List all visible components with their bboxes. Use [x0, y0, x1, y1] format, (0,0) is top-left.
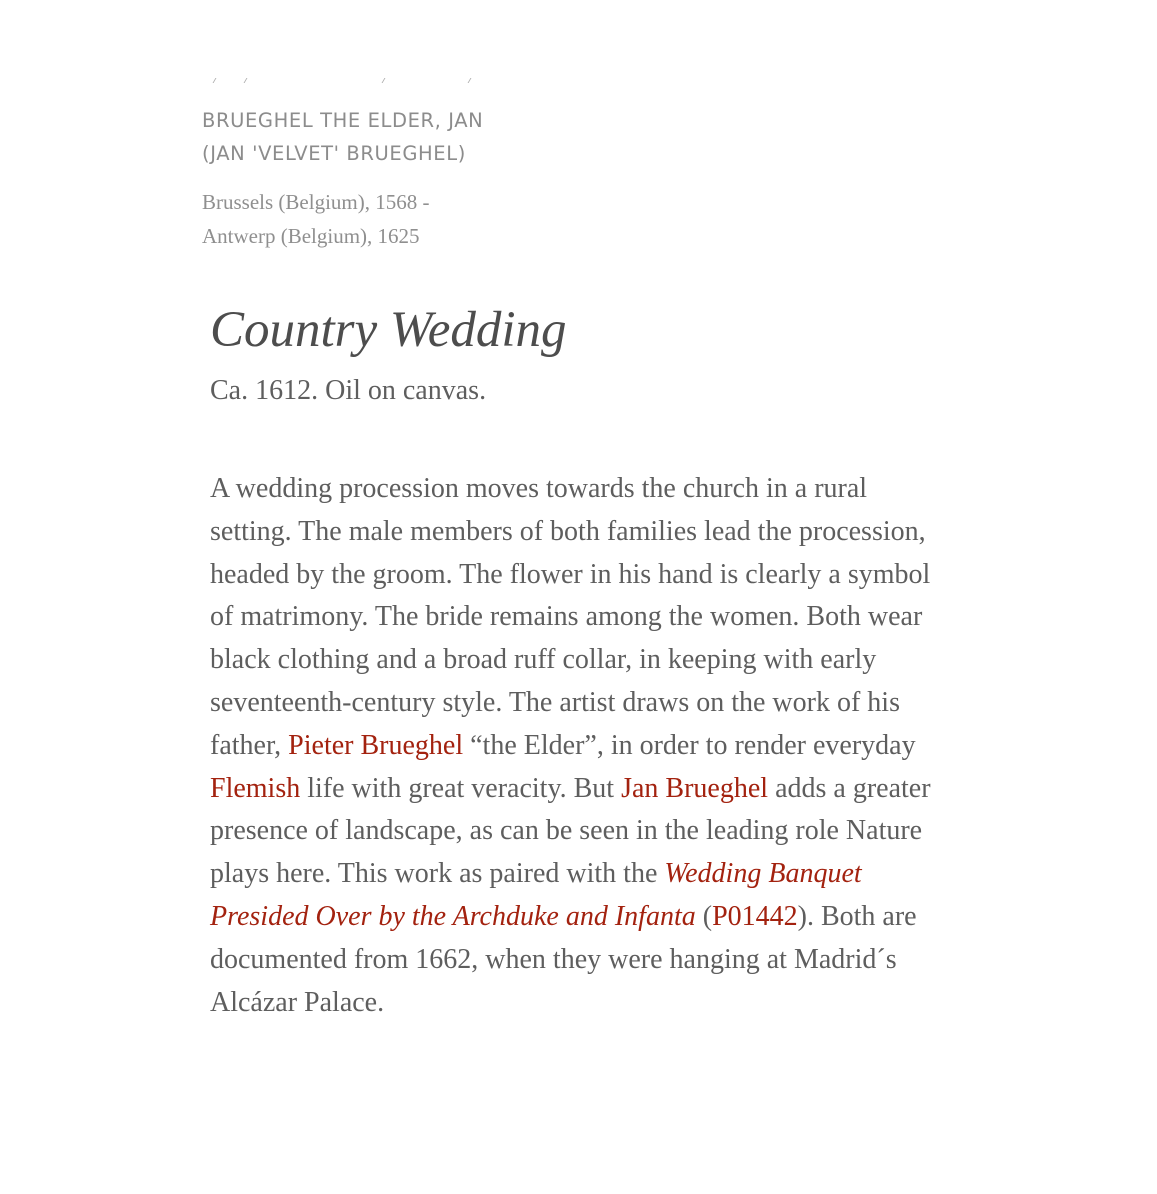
- description-text: adds a greater presence of landscape, as can be seen in the leading role Nature plays here. This work as paired with the: [210, 772, 931, 890]
- tick-mark: [382, 78, 386, 83]
- description-text: life with great veracity. But: [300, 772, 622, 804]
- tick-mark: [244, 78, 248, 83]
- cropped-text-remnant: [202, 76, 472, 88]
- link-flemish[interactable]: Flemish: [210, 772, 301, 804]
- tick-mark: [213, 78, 217, 83]
- link-pieter-brueghel[interactable]: Pieter Brueghel: [288, 729, 464, 761]
- artist-name[interactable]: BRUEGHEL THE ELDER, JAN (JAN 'VELVET' BRUEGHEL): [202, 109, 484, 165]
- description-text: “the Elder”, in order to render everyday: [463, 729, 916, 761]
- description-text: (: [695, 900, 713, 932]
- artwork-meta: Ca. 1612. Oil on canvas.: [210, 375, 487, 406]
- description-text: A wedding procession moves towards the church in a rural setting. The male members of both families lead the procession, headed by the groom. The flower in his hand is clearly a symbol of matrimony. The bride remains among the women. Both wear black clothing and a broad ruff collar, in keeping with early seventeenth-century style. The artist draws on the work of his father,: [210, 473, 931, 761]
- artist-dates: Brussels (Belgium), 1568 - Antwerp (Belgium), 1625: [202, 190, 430, 248]
- artwork-description: [210, 468, 955, 1024]
- artist-info: [202, 105, 492, 253]
- artwork-title: Country Wedding: [210, 302, 567, 358]
- link-p01442[interactable]: P01442: [712, 900, 798, 932]
- link-jan-brueghel[interactable]: Jan Brueghel: [621, 772, 769, 804]
- tick-mark: [468, 78, 472, 83]
- description-text: ). Both are documented from 1662, when they were hanging at Madrid´s Alcázar Palace.: [210, 900, 917, 1018]
- link-wedding-banquet[interactable]: Wedding Banquet Presided Over by the Archduke and Infanta: [210, 858, 862, 932]
